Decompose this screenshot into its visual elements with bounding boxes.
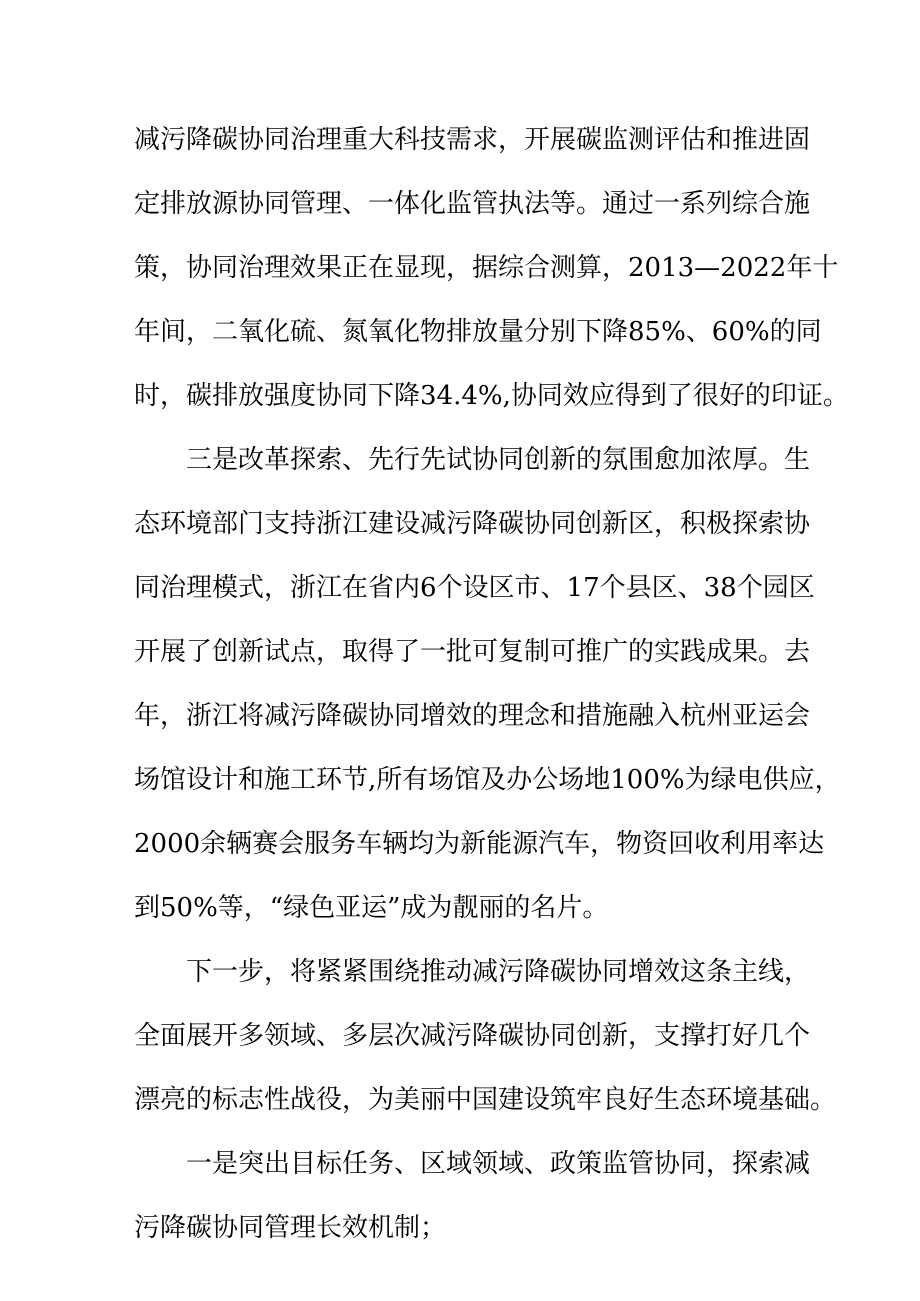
text-line: 时，碳排放强度协同下降34.4%,协同效应得到了很好的印证。 (134, 381, 849, 411)
text-line: 2000余辆赛会服务车辆均为新能源汽车，物资回收利用率达 (134, 829, 825, 859)
text-line: 态环境部门支持浙江建设减污降碳协同创新区，积极探索协 (134, 509, 811, 539)
text-line: 全面展开多领域、多层次减污降碳协同创新，支撑打好几个 (134, 1021, 811, 1051)
text-line: 污降碳协同管理长效机制； (134, 1213, 447, 1243)
text-line: 开展了创新试点，取得了一批可复制可推广的实践成果。去 (134, 637, 811, 667)
text-line: 同治理模式，浙江在省内6个设区市、17个县区、38个园区 (134, 573, 815, 603)
text-line: 年，浙江将减污降碳协同增效的理念和措施融入杭州亚运会 (134, 701, 811, 731)
paragraph-first-line: 三是改革探索、先行先试协同创新的氛围愈加浓厚。生 (186, 445, 811, 475)
text-line: 漂亮的标志性战役，为美丽中国建设筑牢良好生态环境基础。 (134, 1085, 837, 1115)
text-line: 到50%等，“绿色亚运”成为靓丽的名片。 (134, 893, 609, 923)
text-line: 减污降碳协同治理重大科技需求，开展碳监测评估和推进固 (134, 125, 811, 155)
text-line: 年间，二氧化硫、氮氧化物排放量分别下降85%、60%的同 (134, 317, 822, 347)
text-line: 策，协同治理效果正在显现，据综合测算，2013—2022年十 (134, 253, 839, 283)
text-line: 场馆设计和施工环节,所有场馆及办公场地100%为绿电供应， (134, 765, 841, 795)
paragraph-first-line: 一是突出目标任务、区域领域、政策监管协同，探索减 (186, 1149, 811, 1179)
paragraph-first-line: 下一步，将紧紧围绕推动减污降碳协同增效这条主线， (186, 957, 811, 987)
text-line: 定排放源协同管理、一体化监管执法等。通过一系列综合施 (134, 189, 811, 219)
